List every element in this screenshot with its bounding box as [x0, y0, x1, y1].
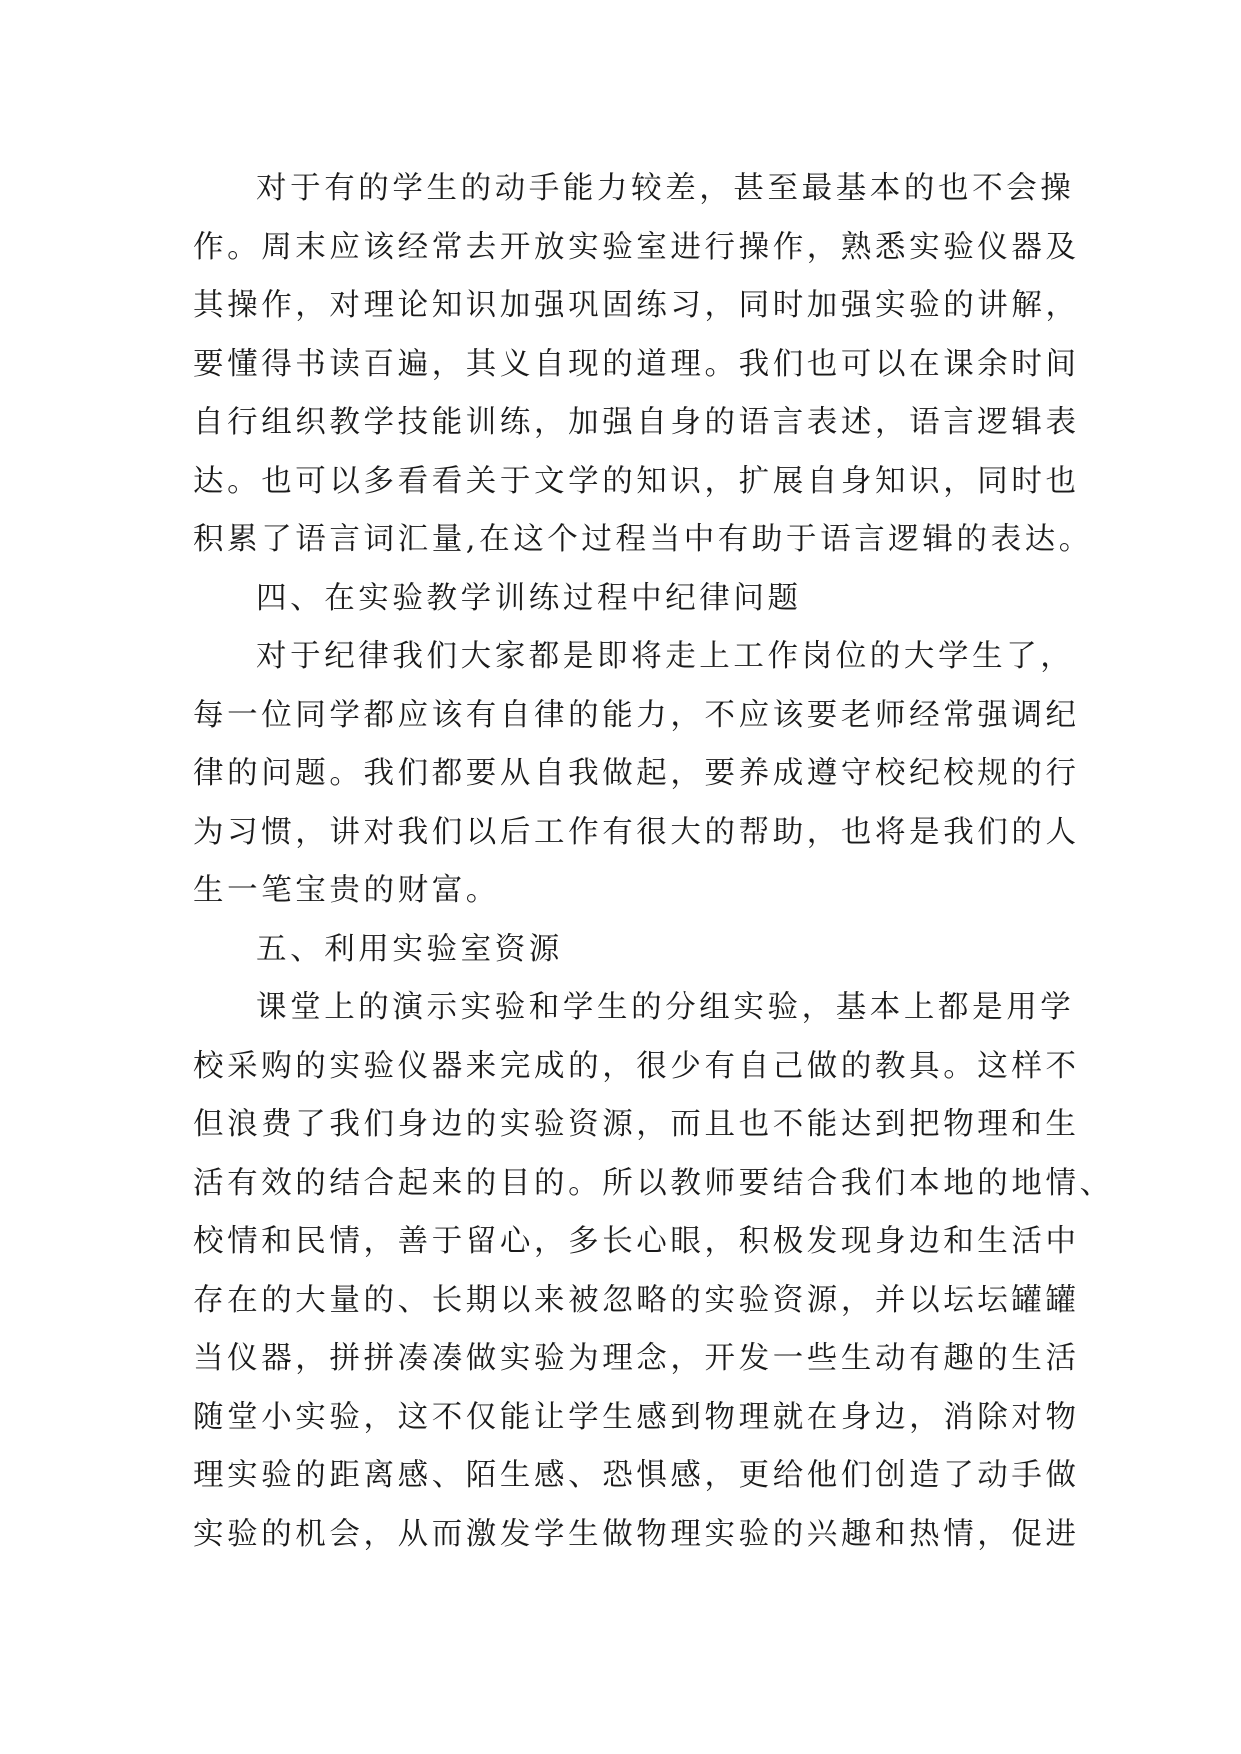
paragraph-line: 为习惯，讲对我们以后工作有很大的帮助，也将是我们的人: [193, 814, 1080, 850]
paragraph-line: 校采购的实验仪器来完成的，很少有自己做的教具。这样不: [193, 1048, 1080, 1084]
paragraph-line: 对于有的学生的动手能力较差，甚至最基本的也不会操: [256, 171, 1075, 206]
paragraph-line: 达。也可以多看看关于文学的知识，扩展自身知识，同时也: [193, 463, 1080, 499]
paragraph-line: 对于纪律我们大家都是即将走上工作岗位的大学生了，: [256, 639, 1075, 674]
paragraph-line: 每一位同学都应该有自律的能力，不应该要老师经常强调纪: [193, 697, 1080, 733]
section-heading: 四、在实验教学训练过程中纪律问题: [256, 580, 802, 616]
paragraph-line: 课堂上的演示实验和学生的分组实验，基本上都是用学: [256, 990, 1075, 1025]
paragraph-line: 自行组织教学技能训练，加强自身的语言表述，语言逻辑表: [193, 405, 1080, 440]
paragraph-line: 律的问题。我们都要从自我做起，要养成遵守校纪校规的行: [193, 756, 1080, 791]
paragraph-line: 校情和民情，善于留心，多长心眼，积极发现身边和生活中: [193, 1224, 1080, 1259]
paragraph-line: 存在的大量的、长期以来被忽略的实验资源，并以坛坛罐罐: [193, 1282, 1080, 1318]
paragraph-line: 积累了语言词汇量,在这个过程当中有助于语言逻辑的表达。: [193, 522, 1093, 557]
paragraph-line: 随堂小实验，这不仅能让学生感到物理就在身边，消除对物: [193, 1399, 1080, 1435]
paragraph-line: 但浪费了我们身边的实验资源，而且也不能达到把物理和生: [193, 1107, 1080, 1142]
paragraph-line: 要懂得书读百遍，其义自现的道理。我们也可以在课余时间: [193, 346, 1080, 382]
paragraph-line: 实验的机会，从而激发学生做物理实验的兴趣和热情，促进: [193, 1516, 1080, 1552]
paragraph-line: 作。周末应该经常去开放实验室进行操作，熟悉实验仪器及: [193, 229, 1080, 265]
paragraph-line: 生一笔宝贵的财富。: [193, 873, 500, 908]
body-text: [193, 160, 1114, 1564]
paragraph-line: 活有效的结合起来的目的。所以教师要结合我们本地的地情、: [193, 1165, 1114, 1201]
paragraph-line: 当仪器，拼拼凑凑做实验为理念，开发一些生动有趣的生活: [193, 1341, 1080, 1376]
paragraph-line: 其操作，对理论知识加强巩固练习，同时加强实验的讲解，: [193, 288, 1080, 323]
paragraph-line: 理实验的距离感、陌生感、恐惧感，更给他们创造了动手做: [193, 1458, 1080, 1493]
section-heading: 五、利用实验室资源: [256, 931, 563, 967]
